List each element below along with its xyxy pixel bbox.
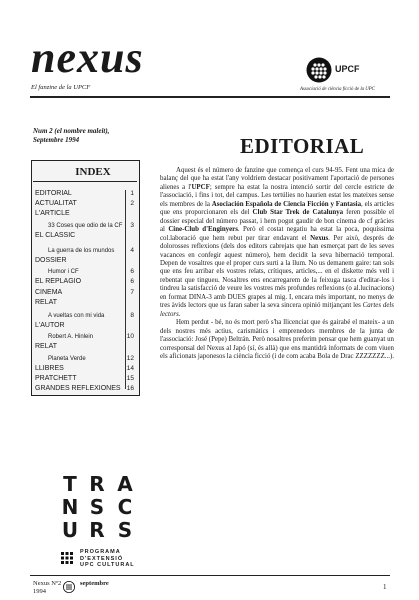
footer-month: septembre [80,580,109,587]
transcurs-caption [80,549,135,569]
index-entry: ACTUALITAT [35,200,77,207]
transcurs-letter: T [63,472,77,496]
dot-grid-icon [306,57,332,83]
index-entry: Humor i CF [48,269,79,275]
index-entry: Robert A. Hinlein [48,334,94,340]
page-number: 1 [383,583,387,591]
index-page: 6 [130,278,134,285]
index-page: 1 [130,190,134,197]
transcurs-letter: S [89,495,105,519]
association-name: Associació de ciència ficció de la UPC [300,87,375,92]
index-page: 14 [126,365,134,372]
editorial-title: EDITORIAL [240,134,365,158]
index-page: 7 [130,289,134,296]
index-entry: A vueltas con mi vida [48,313,105,319]
index-page: 2 [130,200,134,207]
transcurs-letter: N [61,495,79,519]
index-page: 6 [130,268,134,275]
index-entry: Planeta Verde [48,356,86,362]
index-entry: LLIBRES [35,365,64,372]
org-label: UPCF [335,64,360,74]
tagline: El fanzine de la UPCF [31,84,91,91]
masthead-rule [30,96,390,98]
index-entry: 33 Coses que odio de la CF [48,223,123,229]
footer-rule [30,575,390,576]
index-page: 10 [126,333,134,340]
index-page: 12 [126,355,134,362]
index-entry: EDITORIAL [35,190,72,197]
transcurs-letter: S [117,518,133,542]
dot-grid-icon [63,581,75,593]
paragraph: Hem perdut - bé, no és mort però s'ha llicenciat que és gairabé el mateix- a un dels nostres més actius, carismàtics i emprenedors membres de la junta de l'associació: José (Pepe) Beltrán. Però nosaltres preferim pensar que hem guanyat un corresponsal del Nexus al Japó (sí, és allà) que ens mantidrà informats de com viuen els aficionats japonesos la ciència ficció (i de com acaba Bola de Drac ZZZZZZZ...). [160,319,394,360]
transcurs-letter: U [61,518,79,542]
editorial-body [160,167,394,361]
nexus-logo: nexus [31,33,144,82]
index-entry: EL CLASSIC [35,232,76,239]
index-entry: RELAT [35,343,58,350]
issue-date: Septembre 1994 [33,136,80,144]
issue-info [33,127,109,145]
transcurs-letter: R [89,518,105,542]
index-page: 4 [130,247,134,254]
index-entry: RELAT [35,299,58,306]
index-entry: La guerra de los mundos [48,248,115,254]
index-title: INDEX [75,166,111,178]
index-entry: CINEMA [35,289,63,296]
footer-year: 1994 [33,587,46,595]
paragraph: Aquest és el número de fanzine que comença el curs 94-95. Fent una mica de balanç del que ha estat l'any voldriem destacar positivament l'aportació de persones alienes a l'UPCF; sempre ha estat la nostra intenció sortir del cercle estricte de l'associació, i fins i tot, del campus. Les tertúlies no haurien estat les mateixes sense els membres de la Asociación Española de Ciencia Ficción y Fantasia, els articles que ens proporcionaren els del Club Star Trek de Catalunya feren possible el dossier especial del número passat, i hem pogut gaudir de bon cinema de cf gràcies al Cine-Club d'Enginyers. Però el costat negatiu ha estat la poca, poquíssima col.laboració que hem rebut per tirar endavant el Nexus. Per això, després de dolorosses reflexions (dels dos editors cabrejats que han esmerçat part de les seves vacances en confegir aquest número), hem decidit la seva hibernació temporal. Depen de vosaltres que el proper curs surti a la llum. No us demanem gaire: tan sols que ens feu arribar els vostres relats, crítiques, articles,... en el diskette més vell i rebentat que tingueu. Nosaltres ens encarregarem de la feixuga tasca d'editar-los i tindreu la satisfacció de veure les vostres més profundes reflexions (o al.lucinacions) en format DINA-3 amb DUES grapes al mig. I, encara més important, no menys de tres àvids lectors que us faran saber la seva sincera opinió mitjançant les Cartes dels lectors. [160,167,394,318]
transcurs-letter: C [117,495,133,519]
index-page: 8 [130,312,134,319]
footer-name: Nexus Nº2 [33,580,62,587]
index-entry: L'ARTICLE [35,210,70,217]
transcurs-letter: A [117,472,133,496]
issue-number: Num 2 (el nombre maleit), [33,127,110,135]
index-entry: GRANDES REFLEXIONES [35,385,121,392]
index-entry: L'AUTOR [35,322,65,329]
index-entry: DOSSIER [35,257,67,264]
dot-grid-icon [60,551,74,565]
transcurs-line: D'EXTENSIÓ [80,555,124,562]
index-entry: EL REPLAGIO [35,278,82,285]
index-page: 15 [126,375,134,382]
transcurs-line: UPC CULTURAL [80,562,135,568]
transcurs-letter: R [89,472,105,496]
footer-issue [33,580,61,595]
index-rule [33,181,137,182]
index-page: 3 [130,222,134,229]
index-page: 16 [126,385,134,392]
transcurs-line: PROGRAMA [80,549,121,555]
index-entry: PRATCHETT [35,375,77,382]
